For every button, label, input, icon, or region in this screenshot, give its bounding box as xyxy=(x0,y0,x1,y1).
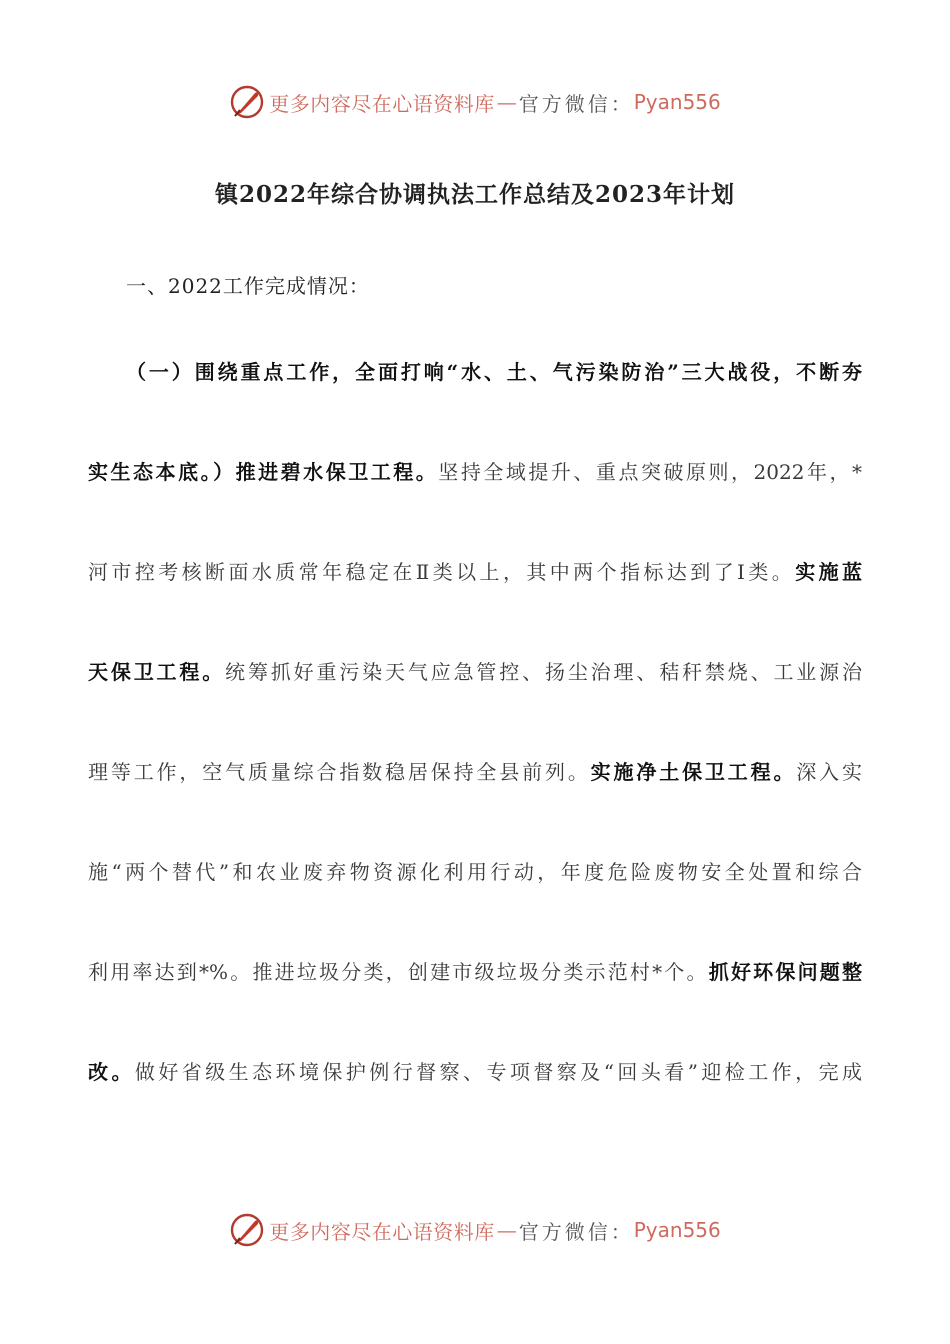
plain-text: 做好省级生态环境保护例行督察、专项督察及“回头看”迎检工作，完成 xyxy=(134,1060,863,1084)
body-line-2 xyxy=(88,452,862,492)
bold-text: 实施蓝 xyxy=(795,560,863,584)
bold-text: 实施净土保卫工程。 xyxy=(590,760,797,784)
banner-text: 更多内容尽在心语资料库 xyxy=(269,1219,495,1244)
banner-dash: — xyxy=(496,90,517,114)
body-line-3 xyxy=(88,552,862,592)
quill-logo-icon xyxy=(229,84,265,120)
body-line-7 xyxy=(88,952,862,992)
footer-banner xyxy=(0,1210,950,1250)
body-line-4 xyxy=(88,652,862,692)
body-line-8 xyxy=(88,1052,862,1092)
body-line-1 xyxy=(126,352,862,392)
body-line-6 xyxy=(88,852,862,892)
banner-dash: — xyxy=(496,1218,517,1242)
quill-logo-icon xyxy=(229,1212,265,1248)
plain-text: 施“两个替代”和农业废弃物资源化利用行动，年度危险废物安全处置和综合 xyxy=(88,860,862,884)
plain-text: 统筹抓好重污染天气应急管控、扬尘治理、秸秆禁烧、工业源治 xyxy=(225,660,863,684)
document-title: 镇2022年综合协调执法工作总结及2023年计划 xyxy=(214,181,736,208)
banner-wechat-id: Pyan556 xyxy=(633,1218,721,1242)
plain-text: 坚持全域提升、重点突破原则，2022年，* xyxy=(438,460,863,484)
header-banner xyxy=(0,82,950,122)
bold-text: 实生态本底。）推进碧水保卫工程。 xyxy=(88,460,439,484)
plain-text: 理等工作，空气质量综合指数稳居保持全县前列。 xyxy=(88,760,591,784)
bold-text: 改。 xyxy=(88,1060,135,1084)
section-heading: 一、2022工作完成情况： xyxy=(126,274,370,298)
bold-text: 抓好环保问题整 xyxy=(708,960,862,984)
plain-text: 利用率达到*%。推进垃圾分类，创建市级垃圾分类示范村*个。 xyxy=(88,960,709,984)
bold-text: （一）围绕重点工作，全面打响“水、土、气污染防治”三大战役，不断夯 xyxy=(126,360,862,384)
banner-wechat-label: 官方微信： xyxy=(518,91,634,116)
banner-wechat-id: Pyan556 xyxy=(633,90,721,114)
body-line-5 xyxy=(88,752,862,792)
plain-text: 深入实 xyxy=(796,760,863,784)
bold-text: 天保卫工程。 xyxy=(88,660,226,684)
banner-wechat-label: 官方微信： xyxy=(518,1219,634,1244)
plain-text: 河市控考核断面水质常年稳定在Ⅱ类以上，其中两个指标达到了Ⅰ类。 xyxy=(88,560,796,584)
banner-text: 更多内容尽在心语资料库 xyxy=(269,91,495,116)
